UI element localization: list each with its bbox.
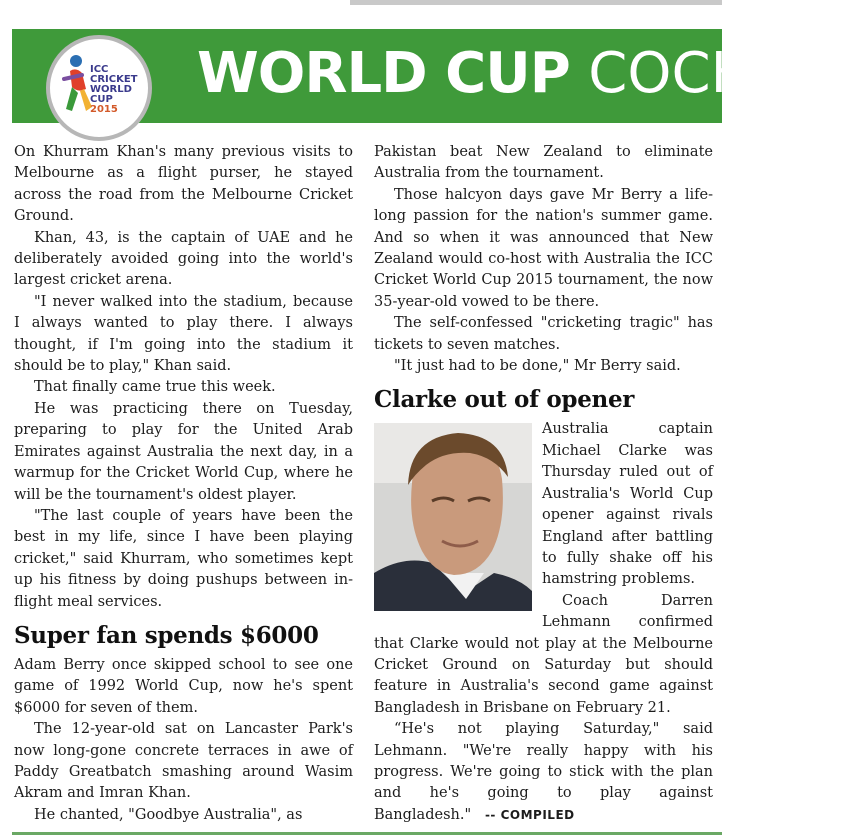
article-paragraph: That finally came true this week. <box>34 379 276 396</box>
article-paragraph: "I never walked into the stadium, because I always wanted to play there. I always thought, if I'm going into the stadium it should be to play," Khan said. <box>14 293 353 375</box>
article-paragraph: Those halcyon days gave Mr Berry a life-long passion for the nation's summer game. And so when it was announced that New Zealand would co-host with Australia the ICC Cricket World Cup 2015 tournament, the now 35-year-old vowed to be there. <box>374 186 713 310</box>
article-paragraph: "It just had to be done," Mr Berry said. <box>394 358 681 375</box>
article-paragraph: The 12-year-old sat on Lancaster Park's now long-gone concrete terraces in awe of Paddy Greatbatch smashing around Wasim Akram and Imran Khan. <box>14 721 353 802</box>
article-paragraph: "The last couple of years have been the best in my life, since I have been playing cricket," said Khurram, who sometimes kept up his fitness by doing pushups between in-flight meal services. <box>14 507 353 610</box>
article-paragraph: Khan, 43, is the captain of UAE and he deliberately avoided going into the world's largest cricket arena. <box>14 229 353 289</box>
article-paragraph: He was practicing there on Tuesday, preparing to play for the United Arab Emirates against Australia the next day, in a warmup for the Cricket World Cup, where he will be the tournament's oldest player. <box>14 400 353 503</box>
article-paragraph: On Khurram Khan's many previous visits to Melbourne as a flight purser, he stayed across the road from the Melbourne Cricket Ground. <box>14 144 353 225</box>
title-light: COCKTAIL <box>588 41 859 106</box>
column-right <box>374 142 713 826</box>
logo-year: 2015 <box>90 104 118 115</box>
bottom-rule <box>12 832 722 835</box>
byline-credit: -- COMPILED <box>484 807 575 822</box>
article-paragraph: Australia captain Michael Clarke was Thursday ruled out of Australia's World Cup opener against rivals England after battling to fully shake off his hamstring problems. <box>542 421 713 588</box>
article-paragraph <box>374 719 713 826</box>
section-banner <box>12 29 859 123</box>
cricket-world-cup-logo <box>46 35 152 141</box>
top-rule <box>350 0 722 5</box>
logo-line: CRICKET <box>90 74 138 85</box>
logo-line: WORLD <box>90 84 132 95</box>
article-paragraph: He chanted, "Goodbye Australia", as <box>34 806 303 823</box>
article-paragraph: Coach Darren Lehmann confirmed that Clarke would not play at the Melbourne Cricket Ground on Saturday but should feature in Australia's second game against Bangladesh in Brisbane on February 21. <box>374 592 713 716</box>
article-paragraph: Pakistan beat New Zealand to eliminate Australia from the tournament. <box>374 144 713 182</box>
column-left <box>14 142 353 826</box>
logo-text <box>90 65 146 115</box>
title-bold: WORLD CUP <box>197 41 570 106</box>
quote-text: “He's not playing Saturday," said Lehmann. "We're really happy with his progress. We're going to stick with the plan and he's going to play against Bangladesh." <box>374 721 713 823</box>
article-headline: Super fan spends $6000 <box>14 621 319 649</box>
logo-line: ICC <box>90 64 109 75</box>
logo-line: CUP <box>90 94 113 105</box>
article-headline: Clarke out of opener <box>374 386 635 414</box>
article-paragraph: Adam Berry once skipped school to see one game of 1992 World Cup, now he's spent $6000 for seven of them. <box>14 656 353 716</box>
article-paragraph: The self-confessed "cricketing tragic" has tickets to seven matches. <box>374 315 713 353</box>
page-title <box>197 39 859 109</box>
michael-clarke-photo <box>374 423 532 611</box>
